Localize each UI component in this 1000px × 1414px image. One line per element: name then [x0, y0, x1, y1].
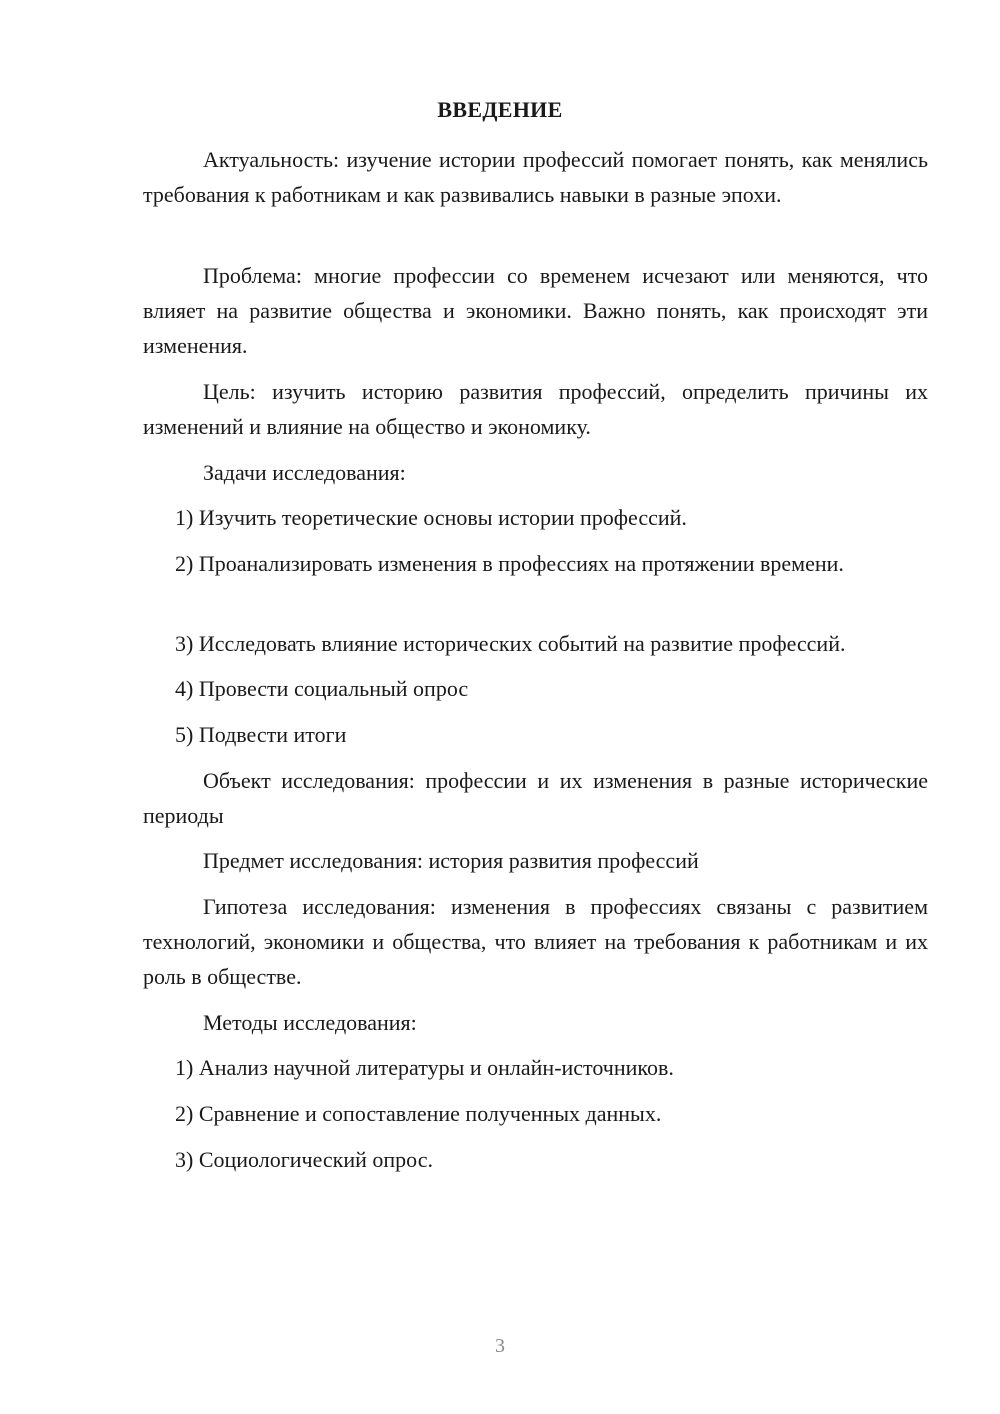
paragraph-relevance: Актуальность: изучение истории профессий помогает понять, как менялись требования к работникам и как развивались навыки в разные эпохи.: [143, 147, 928, 207]
paragraph-hypothesis: Гипотеза исследования: изменения в профессиях связаны с развитием технологий, экономики и общества, что влияет на требования к работникам и их роль в обществе.: [143, 894, 928, 989]
page-number: 3: [495, 1335, 505, 1357]
task-item-1: 1) Изучить теоретические основы истории профессий.: [175, 505, 687, 530]
method-item-3: 3) Социологический опрос.: [175, 1147, 433, 1172]
task-item-5: 5) Подвести итоги: [175, 722, 347, 747]
paragraph-subject: Предмет исследования: история развития профессий: [203, 848, 699, 873]
paragraph-tasks-heading: Задачи исследования:: [203, 460, 406, 485]
paragraph-goal: Цель: изучить историю развития профессий, определить причины их изменений и влияние на общество и экономику.: [143, 379, 928, 439]
paragraph-methods-heading: Методы исследования:: [203, 1010, 417, 1035]
task-item-4: 4) Провести социальный опрос: [175, 676, 469, 701]
paragraph-object: Объект исследования: профессии и их изменения в разные исторические периоды: [143, 768, 928, 828]
method-item-2: 2) Сравнение и сопоставление полученных данных.: [175, 1101, 662, 1126]
task-item-2: 2) Проанализировать изменения в профессиях на протяжении времени.: [175, 551, 844, 576]
section-title: ВВЕДЕНИЕ: [437, 97, 563, 122]
task-item-3: 3) Исследовать влияние исторических событий на развитие профессий.: [175, 631, 846, 656]
method-item-1: 1) Анализ научной литературы и онлайн-источников.: [175, 1055, 674, 1080]
paragraph-problem: Проблема: многие профессии со временем исчезают или меняются, что влияет на развитие общества и экономики. Важно понять, как происходят эти изменения.: [143, 263, 928, 358]
